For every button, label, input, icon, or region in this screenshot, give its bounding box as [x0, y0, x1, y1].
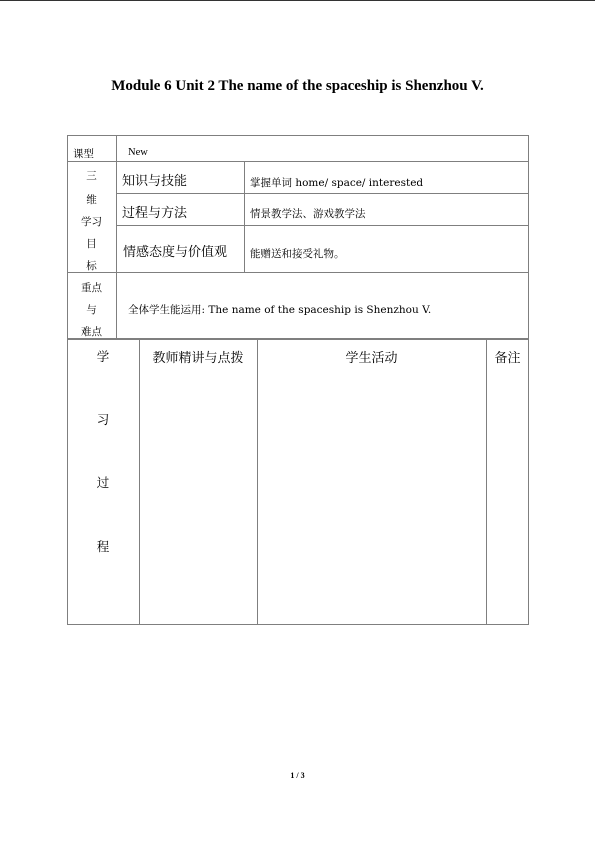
objectives-side-label: 学习: [81, 216, 102, 228]
objectives-side-label: 标: [86, 260, 97, 272]
row-divider: [116, 193, 529, 194]
process-side-label: 学: [96, 349, 110, 364]
process-header-student: 学生活动: [345, 351, 398, 366]
col-divider: [244, 161, 245, 272]
objective-content: 能赠送和接受礼物。: [250, 248, 345, 260]
objective-label: 过程与方法: [122, 206, 188, 221]
objectives-side-label: 维: [86, 194, 97, 206]
process-side-label: 程: [96, 539, 110, 554]
key-points-content: 全体学生能运用: The name of the spaceship is Shenzhou V.: [128, 304, 432, 316]
row-divider: [67, 272, 529, 273]
objectives-side-label: 三: [86, 170, 97, 182]
col-divider: [116, 135, 117, 339]
top-rule: [0, 0, 595, 1]
lesson-type-label: 课型: [73, 148, 94, 160]
key-points-side-label: 与: [86, 304, 97, 316]
col-divider: [257, 339, 258, 625]
row-divider: [116, 225, 529, 226]
key-points-side-label: 重点: [81, 282, 102, 294]
process-side-label: 习: [96, 412, 110, 427]
objective-content: 掌握单词 home/ space/ interested: [250, 177, 424, 189]
process-side-label: 过: [96, 475, 110, 490]
objective-label: 情感态度与价值观: [123, 245, 228, 260]
objective-label: 知识与技能: [122, 174, 188, 189]
col-divider: [486, 339, 487, 625]
process-header-teacher: 教师精讲与点拨: [152, 351, 244, 366]
process-header-notes: 备注: [494, 351, 521, 366]
lesson-type-value: New: [128, 147, 148, 158]
document-title: Module 6 Unit 2 The name of the spaceship is Shenzhou V.: [111, 78, 484, 94]
row-divider: [67, 161, 529, 162]
objectives-side-label: 目: [86, 238, 97, 250]
col-divider: [139, 339, 140, 625]
objective-content: 情景教学法、游戏教学法: [250, 208, 366, 220]
key-points-side-label: 难点: [81, 326, 102, 338]
page-number: 1 / 3: [290, 771, 305, 780]
